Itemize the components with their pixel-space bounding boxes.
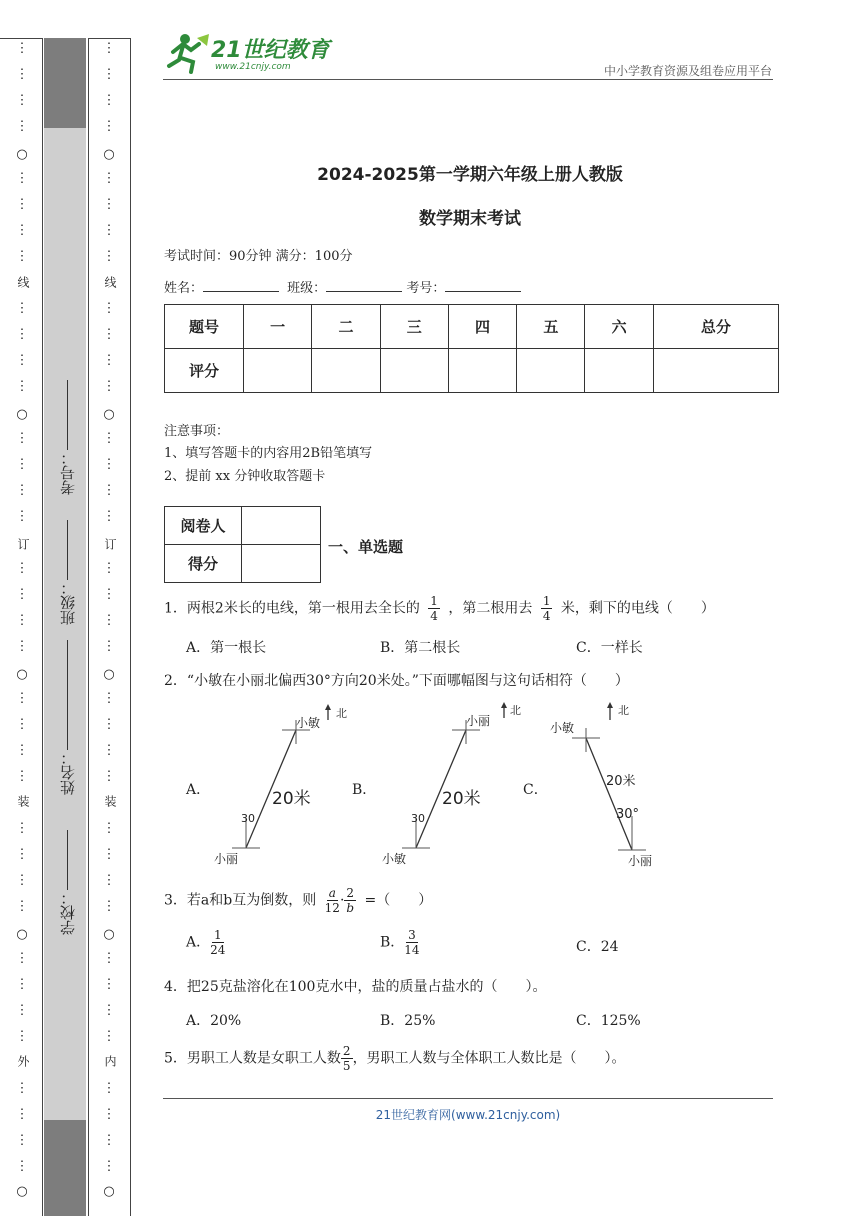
name-label: 姓名： [59,750,77,795]
fraction [404,928,419,957]
dot-mark: ⋮ [15,1133,29,1148]
margin-label-bind: 装 [103,795,117,807]
margin-rule [88,38,89,1216]
option-b[interactable]: B．25% [380,1013,436,1029]
angle-label: 30 [411,812,425,825]
margin-label-line: 线 [16,276,30,288]
question-3 [164,886,432,915]
operator: · [339,892,345,909]
option-b[interactable]: B．第二根长 [380,640,461,656]
denominator: 14 [404,943,420,957]
numerator: 2 [342,1044,351,1058]
score-header-cell: 题号 [165,305,244,349]
dot-mark: ⋮ [102,1003,116,1018]
dot-mark: ⋮ [102,847,116,862]
logo-main: 21世纪教育 [211,38,330,63]
numerator: 2 [346,886,355,900]
score-header-cell: 一 [244,305,312,349]
q1-text: 米，剩下的电线（ ） [560,600,715,617]
dot-mark: ⋮ [102,587,116,602]
fraction [341,1044,353,1073]
grader-table [164,506,321,583]
dot-mark: ⋮ [102,301,116,316]
dot-mark: ⋮ [15,977,29,992]
distance-label: 20米 [606,774,636,789]
margin-rule [42,38,43,1216]
option-label: A． [186,934,211,951]
score-cell[interactable] [653,349,778,393]
dot-mark: ⋮ [102,353,116,368]
score-table [164,304,779,393]
margin-label-order: 订 [103,538,117,550]
dot-mark: ⋮ [15,873,29,888]
dot-mark: ⋮ [15,249,29,264]
fraction [325,886,340,915]
dot-mark: ⋮ [15,743,29,758]
q1-text: 1．两根2米长的电线，第一根用去全长的 [164,600,420,617]
dot-mark: ⋮ [102,743,116,758]
dot-mark: ⋮ [15,379,29,394]
dot-mark: ⋮ [102,821,116,836]
option-a[interactable]: A．第一根长 [186,640,267,656]
numerator: 3 [408,928,416,942]
margin-rule [130,38,131,1216]
dot-mark: ⋮ [102,509,116,524]
dot-mark: ⋮ [102,1107,116,1122]
dot-mark: ⋮ [15,1029,29,1044]
denominator: b [346,901,355,915]
denominator: 24 [210,943,226,957]
fraction [428,594,440,623]
denominator: 4 [542,609,551,623]
score-cell[interactable] [517,349,585,393]
margin-field-exam-no[interactable] [57,380,78,495]
dot-mark: ⋮ [102,1159,116,1174]
dot-mark: ⋮ [15,899,29,914]
north-label: 北 [336,707,347,720]
dot-mark: ⋮ [102,951,116,966]
grader-label: 阅卷人 [165,507,242,545]
dot-mark: ⋮ [102,327,116,342]
inner-dot-column [101,0,117,1216]
label-bottom: 小丽 [214,852,239,866]
score-cell[interactable] [312,349,380,393]
dot-mark: ⋮ [102,717,116,732]
footer-text: 21世纪教育网(www.21cnjy.com) [375,1108,561,1122]
dot-mark: ⋮ [102,977,116,992]
circle-mark: ○ [16,927,28,942]
score-input-cell[interactable] [242,545,321,583]
dot-mark: ⋮ [15,821,29,836]
dot-mark: ⋮ [15,1081,29,1096]
circle-mark: ○ [16,667,28,682]
dot-mark: ⋮ [102,1081,116,1096]
notes-title: 注意事项： [164,424,230,439]
fraction [344,886,356,915]
section-title: 一、单选题 [328,538,404,556]
label-top: 小敏 [550,721,575,735]
dot-mark: ⋮ [102,197,116,212]
direction-figure-a [210,700,350,870]
fraction [210,928,225,957]
footer-rule [163,1098,773,1099]
option-a[interactable]: A．20% [186,1013,242,1029]
score-header-cell: 五 [517,305,585,349]
option-a[interactable]: A． [186,782,211,798]
margin-label-inside: 内 [103,1055,117,1067]
label-top: 小敏 [296,716,321,730]
numerator: a [328,886,336,900]
score-cell[interactable] [448,349,516,393]
exam-no-label: 考号： [59,450,77,495]
margin-field-name[interactable] [57,640,78,795]
dot-mark: ⋮ [102,171,116,186]
angle-label: 30° [616,807,640,822]
score-table-row [165,349,779,393]
dot-mark: ⋮ [15,951,29,966]
name-label: 姓名： [164,281,204,296]
logo-url: www.21cnjy.com [215,62,291,72]
dot-mark: ⋮ [15,509,29,524]
dot-mark: ⋮ [102,93,116,108]
option-c[interactable]: C．125% [576,1013,641,1029]
dot-mark: ⋮ [15,691,29,706]
dot-mark: ⋮ [102,613,116,628]
dot-mark: ⋮ [15,1159,29,1174]
distance-label: 20米 [272,789,311,809]
outer-dot-column [14,0,30,1216]
dot-mark: ⋮ [15,197,29,212]
grader-cell[interactable] [242,507,321,545]
number-label: 考号： [406,281,446,296]
denominator: 12 [324,901,340,915]
score-label: 得分 [165,545,242,583]
numerator: 1 [213,928,222,942]
denominator: 5 [342,1059,351,1073]
question-2: 2．“小敏在小丽北偏西30°方向20米处。”下面哪幅图与这句话相符（ ） [164,673,629,689]
option-a[interactable] [186,928,225,957]
dot-mark: ⋮ [15,1003,29,1018]
dot-mark: ⋮ [15,613,29,628]
numerator: 1 [430,594,438,608]
option-c[interactable]: C． [523,782,548,798]
question-4: 4．把25克盐溶化在100克水中，盐的质量占盐水的（ ）。 [164,979,547,995]
margin-label-outside: 外 [16,1055,30,1067]
exam-title: 2024-2025第一学期六年级上册人教版 [317,165,623,185]
time-info: 考试时间：90分钟 满分：100分 [164,249,353,264]
dot-mark: ⋮ [102,249,116,264]
circle-mark: ○ [103,927,115,942]
circle-mark: ○ [16,407,28,422]
q3-text: =（ ） [364,892,433,909]
dot-mark: ⋮ [102,561,116,576]
dot-mark: ⋮ [15,353,29,368]
question-1 [164,594,715,623]
dot-mark: ⋮ [15,1107,29,1122]
dot-mark: ⋮ [102,67,116,82]
dot-mark: ⋮ [15,223,29,238]
dot-mark: ⋮ [15,67,29,82]
circle-mark: ○ [103,1184,115,1199]
dot-mark: ⋮ [102,431,116,446]
dot-mark: ⋮ [15,93,29,108]
dot-mark: ⋮ [15,639,29,654]
margin-shade [44,1120,86,1216]
score-header-cell: 二 [312,305,380,349]
margin-shade [44,38,86,128]
option-c[interactable]: C．24 [576,939,619,955]
dot-mark: ⋮ [102,379,116,394]
score-header-cell: 三 [380,305,448,349]
dot-mark: ⋮ [102,1029,116,1044]
site-logo [163,30,333,76]
class-field[interactable] [326,291,402,292]
dot-mark: ⋮ [102,457,116,472]
score-header-cell: 四 [448,305,516,349]
dot-mark: ⋮ [15,561,29,576]
class-label: 班级： [59,580,77,625]
q3-text: 3．若a和b互为倒数，则 [164,892,317,909]
circle-mark: ○ [103,667,115,682]
numerator: 1 [542,594,551,608]
margin-field-school[interactable] [57,830,78,935]
platform-text: 中小学教育资源及组卷应用平台 [603,64,772,78]
exam-subtitle: 数学期末考试 [419,209,521,229]
dot-mark: ⋮ [102,639,116,654]
label-bottom: 小丽 [628,854,653,868]
score-cell[interactable] [380,349,448,393]
school-label: 学校： [59,890,77,935]
denominator: 4 [430,609,438,623]
dot-mark: ⋮ [102,1133,116,1148]
fraction [541,594,553,623]
dot-mark: ⋮ [15,119,29,134]
class-label: 班级： [287,281,327,296]
dot-mark: ⋮ [102,873,116,888]
score-table-header-row [165,305,779,349]
distance-label: 20米 [442,789,481,809]
option-c[interactable]: C．一样长 [576,640,643,656]
dot-mark: ⋮ [102,769,116,784]
dot-mark: ⋮ [102,223,116,238]
dot-mark: ⋮ [102,691,116,706]
label-top: 小丽 [466,714,491,728]
margin-field-class[interactable] [57,520,78,625]
dot-mark: ⋮ [15,41,29,56]
option-b[interactable] [380,928,420,957]
question-5 [164,1044,626,1073]
circle-mark: ○ [103,147,115,162]
circle-mark: ○ [16,147,28,162]
dot-mark: ⋮ [15,171,29,186]
circle-mark: ○ [16,1184,28,1199]
q5-text: ，男职工人数与全体职工人数比是（ ）。 [352,1050,626,1067]
dot-mark: ⋮ [102,119,116,134]
note-item: 1、填写答题卡的内容用2B铅笔填写 [164,446,373,461]
circle-mark: ○ [103,407,115,422]
direction-figure-c [548,700,678,870]
dot-mark: ⋮ [15,431,29,446]
dot-mark: ⋮ [15,483,29,498]
name-field[interactable] [203,291,279,292]
north-label: 北 [618,704,629,717]
score-cell[interactable] [244,349,312,393]
option-label: B． [380,934,405,951]
dot-mark: ⋮ [15,847,29,862]
margin-label-order: 订 [16,538,30,550]
q5-text: 5．男职工人数是女职工人数 [164,1050,341,1067]
north-label: 北 [510,704,521,717]
score-row-label: 评分 [165,349,244,393]
dot-mark: ⋮ [15,301,29,316]
number-field[interactable] [445,291,521,292]
dot-mark: ⋮ [15,717,29,732]
margin-label-bind: 装 [16,795,30,807]
score-header-cell: 六 [585,305,653,349]
dot-mark: ⋮ [102,41,116,56]
margin-label-line: 线 [103,276,117,288]
score-cell[interactable] [585,349,653,393]
dot-mark: ⋮ [15,457,29,472]
student-info-row [164,277,521,296]
q1-text: ，第二根用去 [448,600,533,617]
note-item: 2、提前 xx 分钟收取答题卡 [164,469,326,484]
direction-figure-b [380,700,520,870]
score-header-cell: 总分 [653,305,778,349]
dot-mark: ⋮ [15,587,29,602]
option-b[interactable]: B． [352,782,377,798]
angle-label: 30 [241,812,255,825]
label-bottom: 小敏 [382,852,407,866]
dot-mark: ⋮ [15,769,29,784]
header-rule [163,79,773,80]
dot-mark: ⋮ [15,327,29,342]
dot-mark: ⋮ [102,899,116,914]
dot-mark: ⋮ [102,483,116,498]
